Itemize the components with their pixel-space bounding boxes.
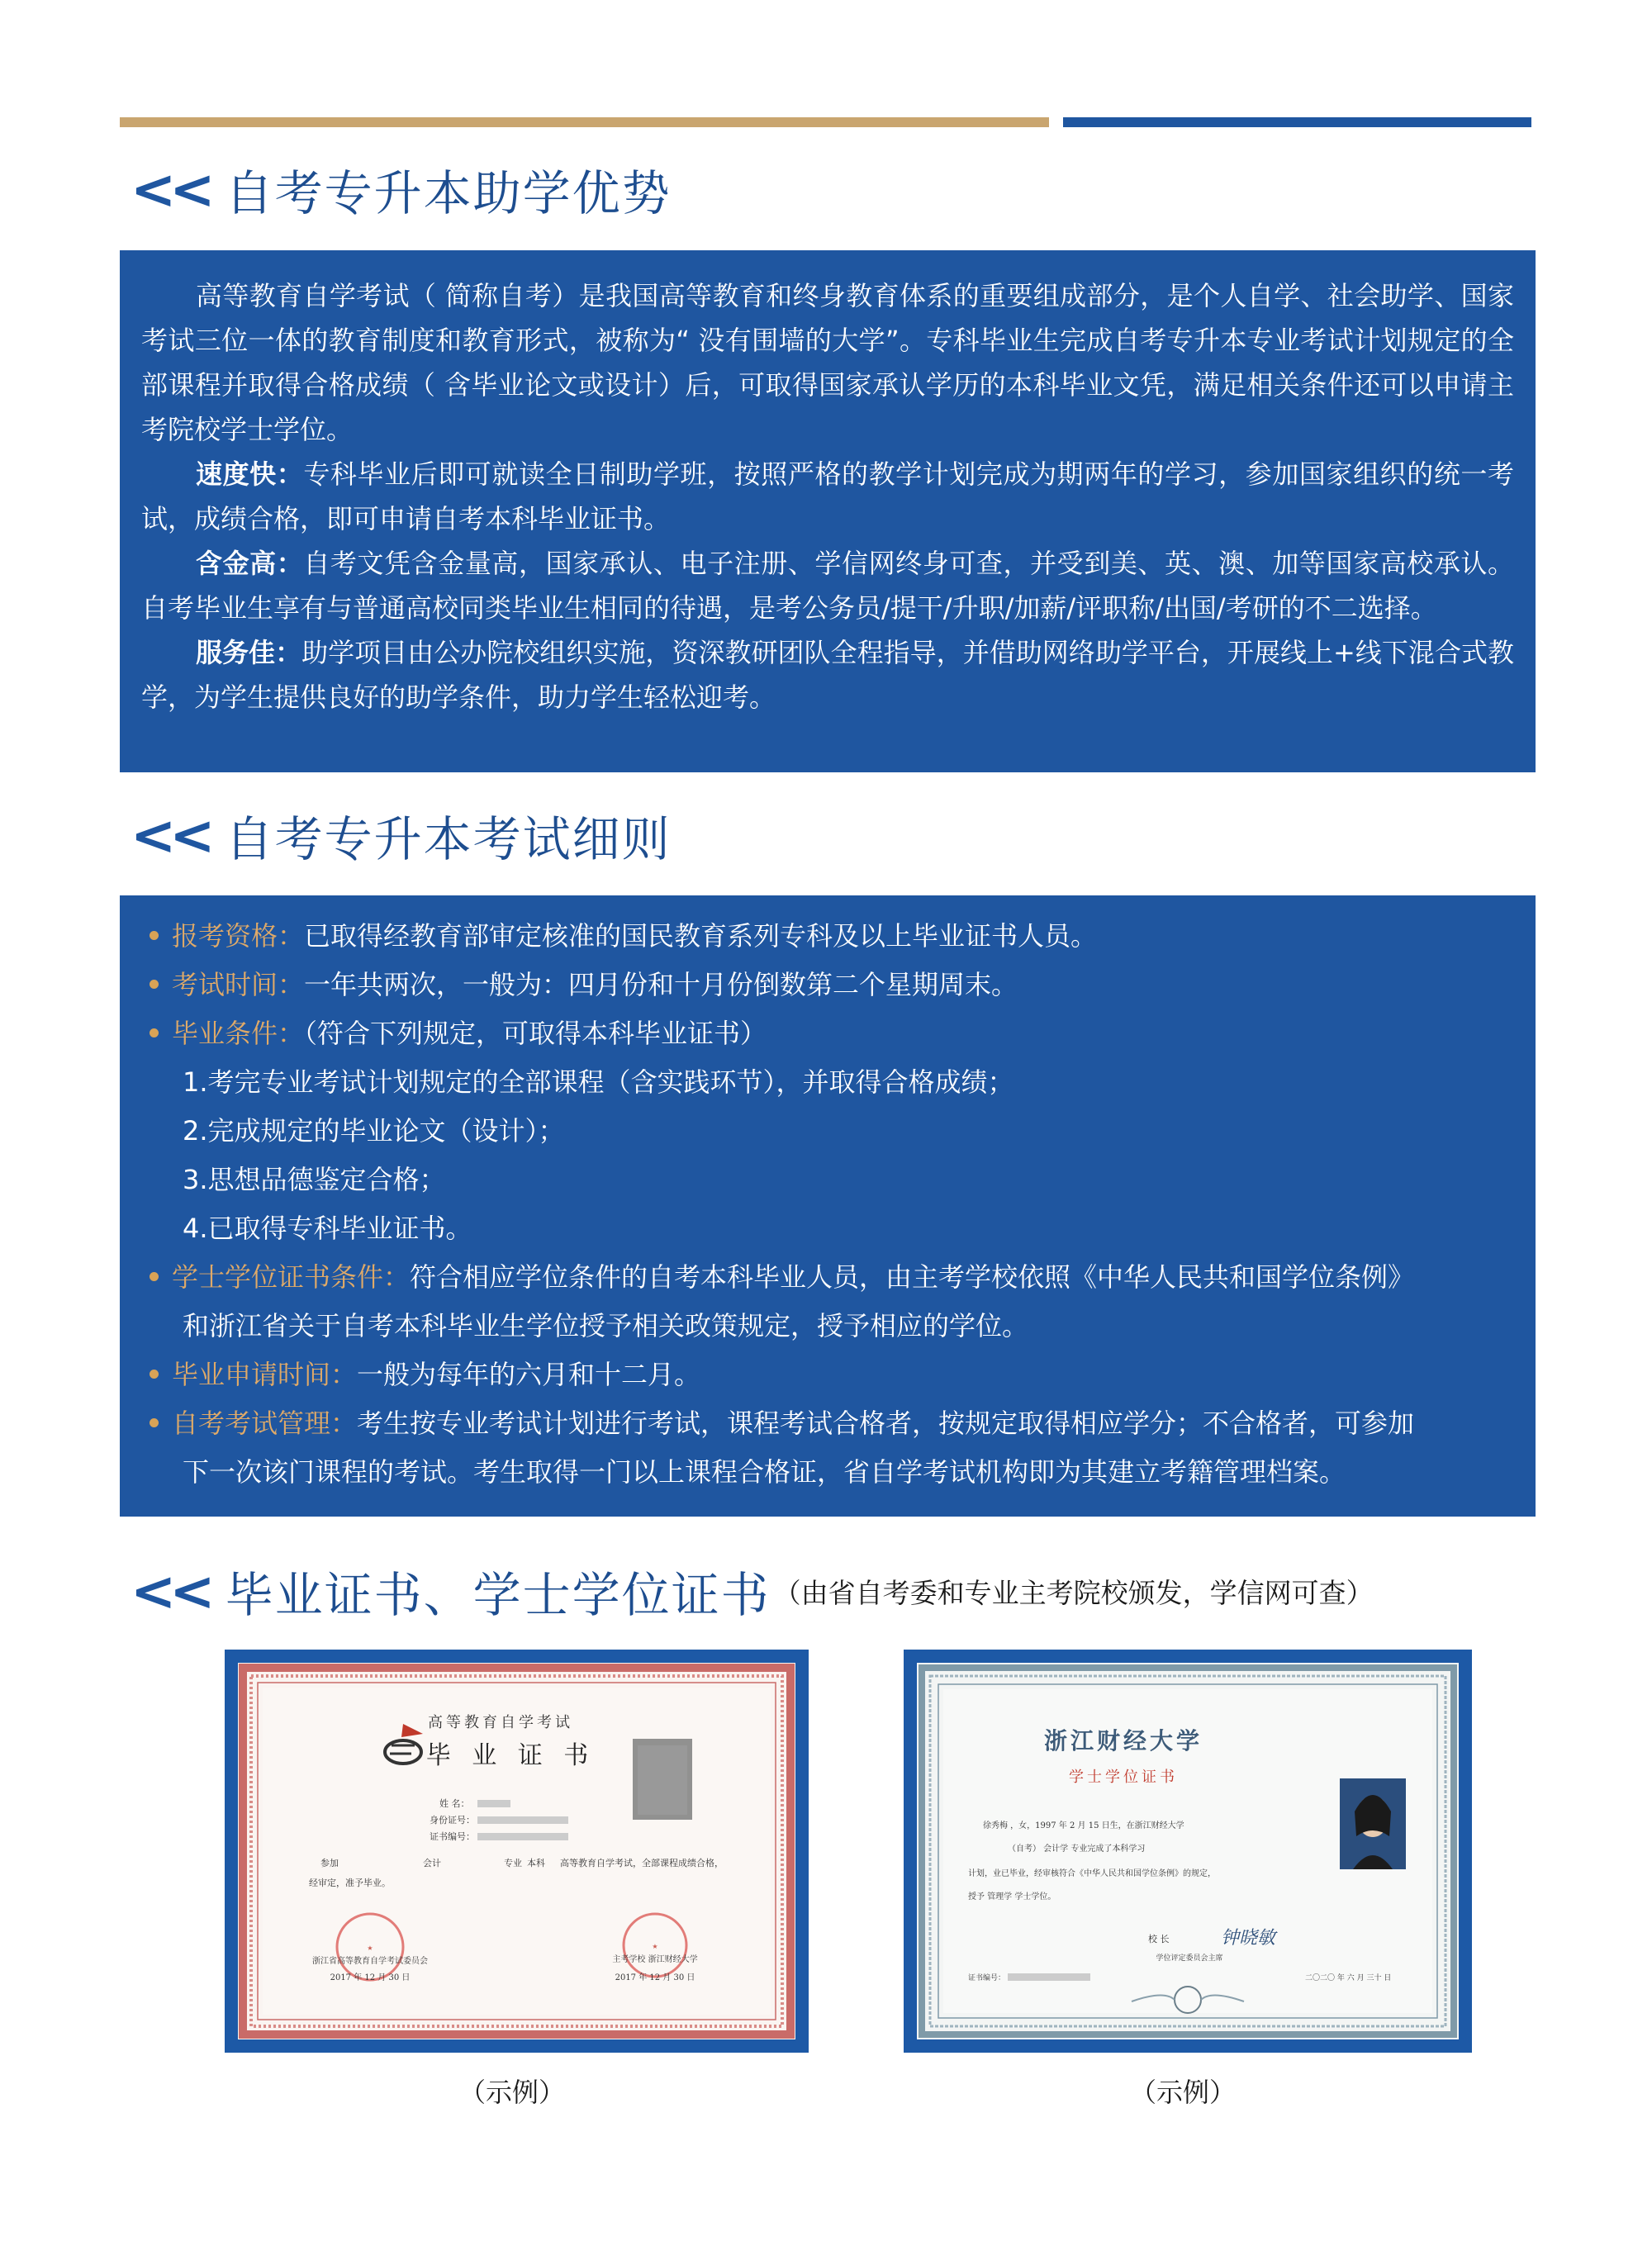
rule-item-management-cont: 下一次该门课程的考试。考生取得一门以上课程合格证，省自学考试机构即为其建立考籍管理档案。 [183,1456,1346,1488]
svg-text:证书编号：: 证书编号： [968,1974,1006,1982]
svg-text:浙江省高等教育自学考试委员会: 浙江省高等教育自学考试委员会 [312,1957,428,1966]
svg-text:★: ★ [652,1943,658,1950]
point-value: 含金高：自考文凭含金量高，国家承认、电子注册、学信网终身可查，并受到美、英、澳、加等国家高校承认。自考毕业生享有与普通高校同类毕业生相同的待遇，是考公务员/提干/升职/加薪/评职称/出国/考研的不二选择。 [141,548,1514,624]
svg-text:徐秀梅 ，女，1997 年 2 月 15 日生，在浙江财经大: 徐秀梅 ，女，1997 年 2 月 15 日生，在浙江财经大学 [983,1821,1184,1830]
rule-item-degree-cont: 和浙江省关于自考本科毕业生学位授予相关政策规定，授予相应的学位。 [183,1310,1029,1341]
double-chevron-icon: << [131,157,209,221]
svg-text:会计: 会计 [423,1858,441,1868]
rule-item-exam-time: 考试时间：一年共两次，一般为：四月份和十月份倒数第二个星期周末。 [150,961,1514,1009]
svg-text:二〇二〇 年 六 月 三十 日: 二〇二〇 年 六 月 三十 日 [1305,1974,1392,1982]
condition-3: 3.思想品德鉴定合格； [183,1164,446,1195]
left-caption: （示例） [459,2077,566,2108]
svg-text:2017 年 12 月 30 日: 2017 年 12 月 30 日 [330,1973,411,1982]
rule-item-management: 自考考试管理：考生按专业考试计划进行考试，课程考试合格者，按规定取得相应学分；不合格者，可参加 [150,1399,1514,1448]
bullet-icon [150,1028,159,1037]
svg-text:2017 年 12 月 30 日: 2017 年 12 月 30 日 [615,1973,695,1982]
degree-title: 学士学位证书 [1069,1769,1178,1786]
svg-text:授予 管理学 学士学位。: 授予 管理学 学士学位。 [968,1892,1056,1902]
svg-text:证书编号：: 证书编号： [430,1831,475,1842]
intro-paragraph: 高等教育自学考试（ 简称自考）是我国高等教育和终身教育体系的重要组成部分，是个人自学、社会助学、国家考试三位一体的教育制度和教育形式，被称为“ 没有围墙的大学”。专科毕业生完成自考专升本专业考试计划规定的全部课程并取得合格成绩（ 含毕业论文或设计）后，可取得国家承认学历的本科毕业文凭，满足相关条件还可以申请主考院校学士学位。 [141,280,1514,445]
svg-text:本科: 本科 [527,1858,545,1868]
point-speed: 速度快：专科毕业后即可就读全日制助学班，按照严格的教学计划完成为期两年的学习，参加国家组织的统一考试，成绩合格，即可申请自考本科毕业证书。 [141,458,1514,534]
svg-text:计划，业已毕业，经审核符合《中华人民共和国学位条例》的规定，: 计划，业已毕业，经审核符合《中华人民共和国学位条例》的规定， [968,1869,1216,1878]
bullet-icon [150,1370,159,1379]
advantages-panel [120,250,1536,772]
graduation-certificate [238,1663,795,2039]
svg-text:高等教育自学考试，全部课程成绩合格，: 高等教育自学考试，全部课程成绩合格， [560,1858,724,1868]
condition-1: 1.考完专业考试计划规定的全部课程（含实践环节），并取得合格成绩； [183,1066,1014,1098]
top-rule-blue [1063,117,1531,127]
rule-item-degree: 学士学位证书条件：符合相应学位条件的自考本科毕业人员，由主考学校依照《中华人民共和国学位条例》 [150,1253,1514,1302]
condition-2: 2.完成规定的毕业论文（设计）； [183,1115,565,1147]
svg-text:主考学校 浙江财经大学: 主考学校 浙江财经大学 [612,1955,698,1964]
svg-text:参加: 参加 [320,1858,339,1868]
degree-certificate-image [904,1650,1472,2053]
cert-title: 毕 业 证 书 [425,1741,596,1770]
svg-text:经审定，准予毕业。: 经审定，准予毕业。 [309,1878,391,1888]
point-service: 服务佳：助学项目由公办院校组织实施，资深教研团队全程指导，并借助网络助学平台，开展线上+线下混合式教学，为学生提供良好的助学条件，助力学生轻松迎考。 [141,637,1514,713]
svg-text:（自考） 会计学 专业完成了本科学习: （自考） 会计学 专业完成了本科学习 [1008,1845,1146,1854]
rules-panel [120,895,1536,1517]
rule-item-eligibility: 报考资格：已取得经教育部审定核准的国民教育系列专科及以上毕业证书人员。 [150,912,1514,961]
double-chevron-icon: << [131,803,209,867]
section-title-text: 自考专升本助学优势 [225,165,672,221]
condition-4: 4.已取得专科毕业证书。 [183,1213,472,1244]
rule-item-apply-time: 毕业申请时间：一般为每年的六月和十二月。 [150,1351,1514,1399]
right-caption: （示例） [1130,2077,1237,2108]
top-rule-gold [120,117,1049,127]
degree-certificate [917,1663,1459,2039]
svg-text:身份证号：: 身份证号： [430,1815,475,1826]
svg-text:学位评定委员会主席: 学位评定委员会主席 [1156,1954,1223,1963]
cert-header: 高等教育自学考试 [428,1714,573,1731]
section-title-advantages [131,152,672,226]
graduation-certificate-image [225,1650,809,2053]
section-title-text: 毕业证书、学士学位证书 [225,1567,771,1623]
section-title-certificates [131,1554,1374,1628]
signature: 钟晓敏 [1221,1928,1276,1949]
svg-text:★: ★ [367,1944,373,1952]
svg-text:姓 名：: 姓 名： [439,1798,470,1809]
rule-item-graduation: 毕业条件：（符合下列规定，可取得本科毕业证书） [150,1009,1514,1058]
section-title-rules [131,798,672,872]
bullet-icon [150,1272,159,1281]
section-title-text: 自考专升本考试细则 [225,811,672,867]
svg-text:校 长: 校 长 [1148,1934,1170,1944]
double-chevron-icon: << [131,1559,209,1623]
bullet-icon [150,980,159,989]
school-name: 浙江财经大学 [1043,1727,1203,1754]
bullet-icon [150,931,159,940]
section-subtitle: （由省自考委和专业主考院校颁发，学信网可查） [773,1576,1374,1609]
svg-text:专业: 专业 [504,1858,522,1868]
bullet-icon [150,1418,159,1427]
